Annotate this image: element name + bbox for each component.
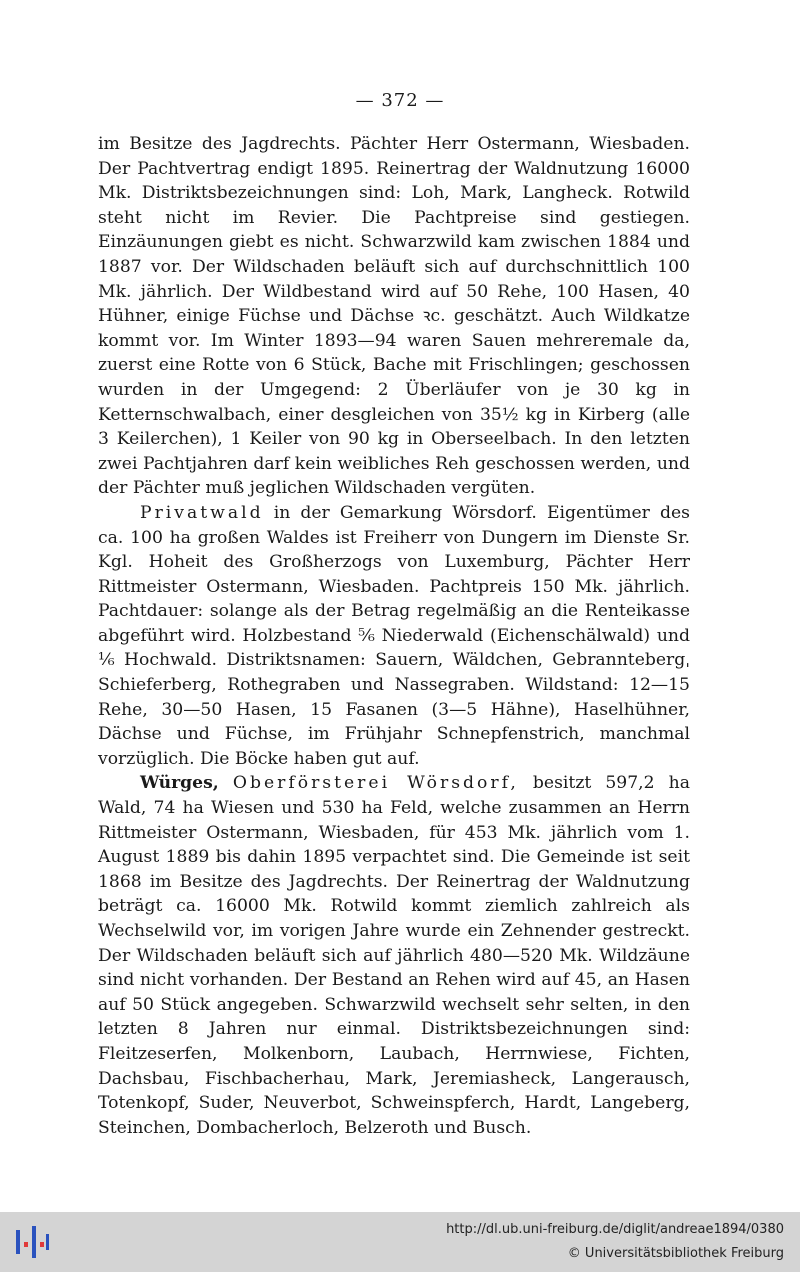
privatwald-text: in der Gemarkung Wörsdorf. Eigentümer des ca. 100 ha großen Waldes ist Freiherr von Dungern im Dienste Sr. Kgl. Hoheit des Großherzogs von Luxemburg, Pächter Herr Rittmeister Ostermann, Wiesbaden. Pachtpreis 150 Mk. jährlich. Pachtdauer: solange als der Betrag regelmäßig an die Renteikasse abgeführt wird. Holzbestand ⁵⁄₆ Niederwald (Eichenschälwald) und ¹⁄₆ Hochwald. Distriktsnamen: Sauern, Wäldchen, Gebranntebergˌ Schieferberg, Rothegraben und Nassegraben. Wildstand: 12—15 Rehe, 30—50 Hasen, 15 Fasanen (3—5 Hähne), Haselhühner, Dächse und Füchse, im Frühjahr Schnepfenstrich, manchmal vorzüglich. Die Böcke haben gut auf. <box>98 502 690 769</box>
paragraph-1: im Besitze des Jagdrechts. Pächter Herr Ostermann, Wiesbaden. Der Pachtvertrag endigt 1895. Reinertrag der Waldnutzung 16000 Mk. Distriktsbezeichnungen sind: Loh, Mark, Langheck. Rotwild steht nicht im Revier. Die Pachtpreise sind gestiegen. Einzäunungen giebt es nicht. Schwarzwild kam zwischen 1884 und 1887 vor. Der Wildschaden beläuft sich auf durchschnittlich 100 Mk. jährlich. Der Wildbestand wird auf 50 Rehe, 100 Hasen, 40 Hühner, einige Füchse und Dächse ꝛc. geschätzt. Auch Wildkatze kommt vor. Im Winter 1893—94 waren Sauen mehreremale da, zuerst eine Rotte von 6 Stück, Bache mit Frischlingen; geschossen wurden in der Umgegend: 2 Überläufer von je 30 kg in Ketternschwalbach, einer desgleichen von 35½ kg in Kirberg (alle 3 Keilerchen), 1 Keiler von 90 kg in Oberseelbach. In den letzten zwei Pachtjahren darf kein weibliches Reh geschossen werden, und der Pächter muß jeglichen Wildschaden vergüten. <box>98 134 690 499</box>
footer-bar <box>0 1212 800 1272</box>
footer-url-link[interactable]: http://dl.ub.uni-freiburg.de/diglit/andreae1894/0380 <box>446 1222 784 1237</box>
wuerges-text: besitzt 597,2 ha Wald, 74 ha Wiesen und 530 ha Feld, welche zusammen an Herrn Rittmeister Ostermann, Wiesbaden, für 453 Mk. jährlich vom 1. August 1889 bis dahin 1895 verpachtet sind. Die Gemeinde ist seit 1868 im Besitze des Jagdrechts. Der Reinertrag der Waldnutzung beträgt ca. 16000 Mk. Rotwild kommt ziemlich zahlreich als Wechselwild vor, im vorigen Jahre wurde ein Zehnender gestreckt. Der Wildschaden beläuft sich auf jährlich 480—520 Mk. Wildzäune sind nicht vorhanden. Der Bestand an Rehen wird auf 45, an Hasen auf 50 Stück angegeben. Schwarzwild wechselt sehr selten, in den letzten 8 Jahren nur einmal. Distriktsbezeichnungen sind: Fleitzeserfen, Molkenborn, Laubach, Herrnwiese, Fichten, Dachsbau, Fischbacherhau, Mark, Jeremiasheck, Langerausch, Totenkopf, Suder, Neuverbot, Schweinspferch, Hardt, Langeberg, Steinchen, Dombacherloch, Belzeroth und Busch. <box>98 773 690 1138</box>
paragraph-privatwald <box>98 501 690 772</box>
wuerges-heading: Würges, <box>140 773 219 794</box>
page-number: — 372 — <box>355 90 445 111</box>
page-text <box>98 132 690 1140</box>
paragraph-wuerges <box>98 771 690 1140</box>
wuerges-subheading: Oberförsterei Wörsdorf, <box>232 773 519 794</box>
footer-copyright: © Universitätsbibliothek Freiburg <box>567 1246 784 1261</box>
ub-freiburg-logo-icon <box>12 1224 52 1260</box>
privatwald-heading: Privatwald <box>140 502 264 523</box>
